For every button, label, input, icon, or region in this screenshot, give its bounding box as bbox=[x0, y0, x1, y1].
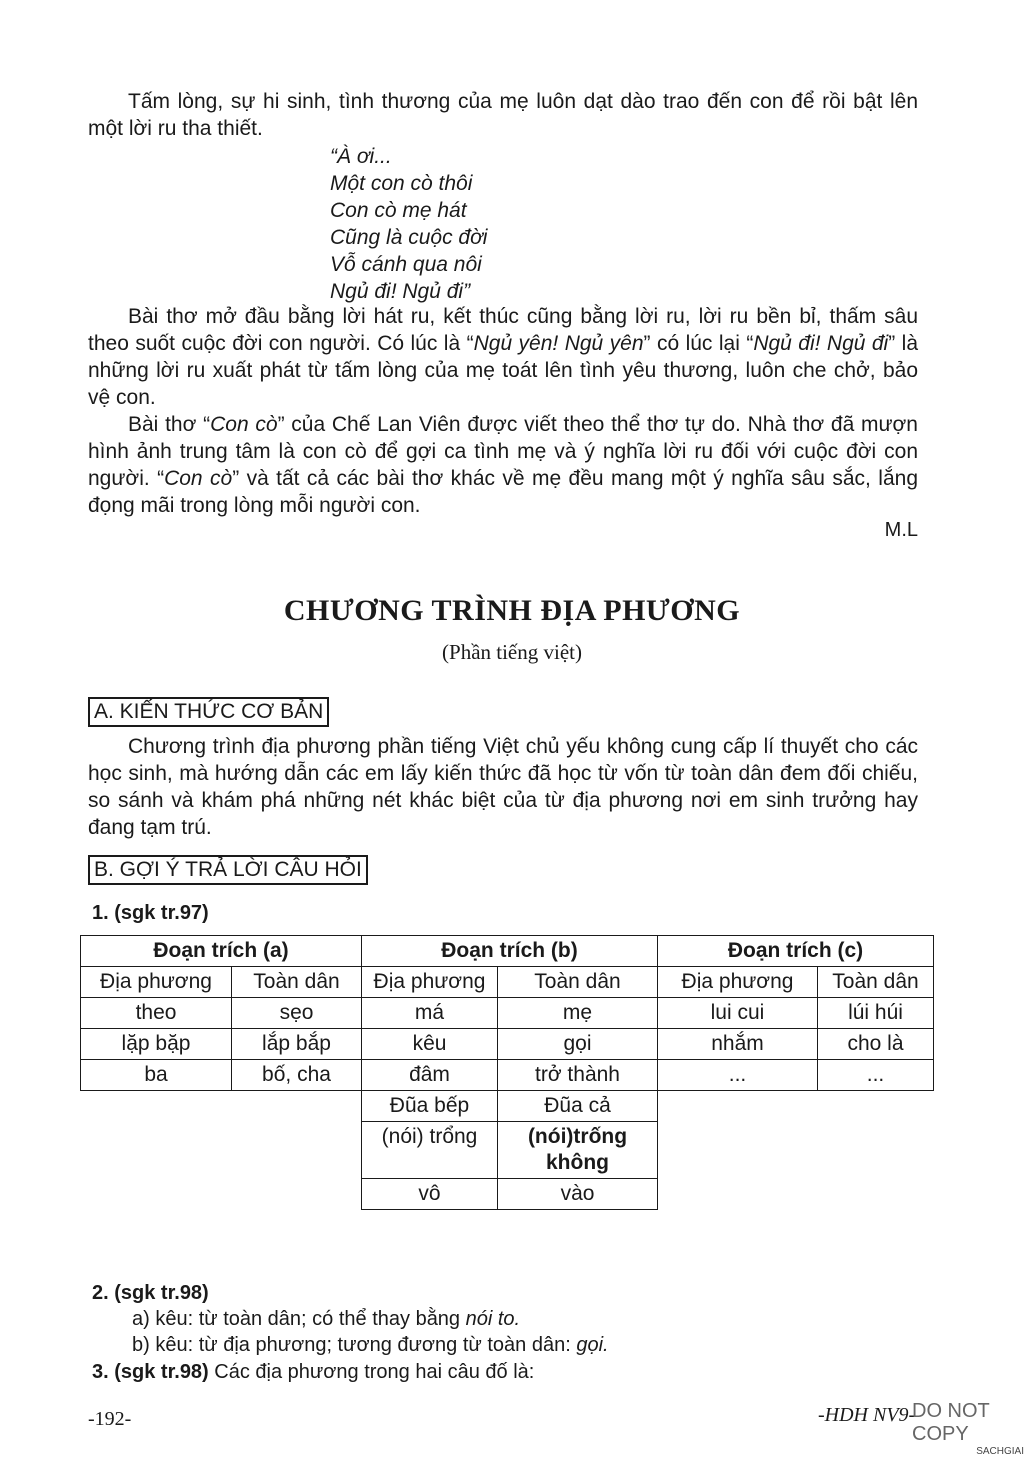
text-run: ” có lúc lại “ bbox=[643, 332, 754, 355]
table-subheader: Toàn dân bbox=[498, 967, 658, 998]
author-initials: M.L bbox=[884, 519, 918, 541]
table-subheader: Địa phương bbox=[362, 967, 498, 998]
table-cell: (nói)trống không bbox=[498, 1122, 658, 1179]
table-cell: lắp bắp bbox=[232, 1029, 362, 1060]
intro-paragraph-2 bbox=[88, 303, 918, 411]
quoted-phrase: Ngủ đi! Ngủ đi bbox=[753, 332, 889, 355]
book-code: -HDH NV9- bbox=[818, 1404, 916, 1426]
table-cell: đâm bbox=[362, 1060, 498, 1091]
text-run: b) kêu: từ địa phương; tương đương từ toàn dân: bbox=[132, 1334, 577, 1356]
table-row bbox=[81, 1029, 934, 1060]
chapter-title: CHƯƠNG TRÌNH ĐỊA PHƯƠNG bbox=[283, 594, 741, 627]
table-cell: cho là bbox=[818, 1029, 934, 1060]
watermark-brand: SACHGIAI bbox=[976, 1446, 1024, 1457]
table-cell: vô bbox=[362, 1179, 498, 1210]
table-cell: má bbox=[362, 998, 498, 1029]
table-header-group-b: Đoạn trích (b) bbox=[362, 936, 658, 967]
table-cell: nhắm bbox=[658, 1029, 818, 1060]
table-cell: (nói) trổng bbox=[362, 1122, 498, 1179]
text-run: Bài thơ “ bbox=[128, 413, 211, 436]
poem-line: Cũng là cuộc đời bbox=[330, 226, 488, 249]
table-header-group-a: Đoạn trích (a) bbox=[81, 936, 362, 967]
poem-line: “À ơi... bbox=[330, 145, 392, 168]
table-empty bbox=[81, 1091, 362, 1122]
table-subheader: Địa phương bbox=[81, 967, 232, 998]
table-row bbox=[81, 1179, 934, 1210]
poem-line: Ngủ đi! Ngủ đi” bbox=[330, 280, 471, 303]
table-cell: bố, cha bbox=[232, 1060, 362, 1091]
text-run: ” và tất cả các bài thơ khác về mẹ đều mang một ý nghĩa sâu sắc, lắng đọng mãi trong lòng mỗi người con. bbox=[88, 467, 918, 517]
table-subheader: Toàn dân bbox=[818, 967, 934, 998]
text-run: Bài thơ mở đầu bằng lời hát ru, kết thúc cũng bằng lời ru, lời ru bền bỉ, thấm sâu theo suốt cuộc đời con người. Có lúc là “ bbox=[88, 305, 918, 355]
poem-line: Con cò mẹ hát bbox=[330, 199, 467, 222]
watermark bbox=[912, 1400, 1024, 1457]
table-cell: ... bbox=[658, 1060, 818, 1091]
table-cell: kêu bbox=[362, 1029, 498, 1060]
table-subheader: Toàn dân bbox=[232, 967, 362, 998]
watermark-text: DO NOT COPY bbox=[912, 1400, 990, 1445]
poem-stanza bbox=[330, 143, 487, 305]
table-cell: mẹ bbox=[498, 998, 658, 1029]
dialect-table bbox=[80, 935, 934, 1210]
question-1-heading: 1. (sgk tr.97) bbox=[92, 902, 209, 924]
poem-line: Vỗ cánh qua nôi bbox=[330, 253, 482, 276]
table-empty bbox=[658, 1091, 934, 1122]
table-cell: trở thành bbox=[498, 1060, 658, 1091]
table-empty bbox=[658, 1122, 934, 1179]
table-empty bbox=[81, 1179, 362, 1210]
text-run: a) kêu: từ toàn dân; có thể thay bằng bbox=[132, 1308, 466, 1330]
intro-paragraph-1: Tấm lòng, sự hi sinh, tình thương của mẹ luôn dạt dào trao đến con để rồi bật lên một lời ru tha thiết. bbox=[88, 90, 918, 140]
text-run: ” của Chế Lan Viên được viết theo thể thơ tự do. Nhà thơ đã mượn hình ảnh trung tâm là con cò để gợi ca tình mẹ và ý nghĩa lời ru đối với cuộc đời con người. “ bbox=[88, 413, 918, 490]
table-subheader: Địa phương bbox=[658, 967, 818, 998]
table-empty bbox=[81, 1122, 362, 1179]
answer-2a bbox=[132, 1308, 520, 1331]
intro-paragraph-3 bbox=[88, 411, 918, 519]
question-2-heading: 2. (sgk tr.98) bbox=[92, 1282, 209, 1304]
table-header-group-c: Đoạn trích (c) bbox=[658, 936, 934, 967]
poem-title: Con cò bbox=[164, 467, 233, 490]
table-cell: sẹo bbox=[232, 998, 362, 1029]
section-a-text: Chương trình địa phương phần tiếng Việt chủ yếu không cung cấp lí thuyết cho các học sinh, mà hướng dẫn các em lấy kiến thức đã học từ vốn từ toàn dân đem đối chiếu, so sánh và khám phá những nét khác biệt của từ địa phương nơi em sinh trưởng hay đang tạm trú. bbox=[88, 735, 918, 839]
emphasis: nói to. bbox=[465, 1308, 521, 1330]
table-cell: Đũa bếp bbox=[362, 1091, 498, 1122]
table-row bbox=[81, 1060, 934, 1091]
text-run: ” là những lời ru xuất phát từ tấm lòng của mẹ toát lên tình yêu thương, luôn che chở, bảo vệ con. bbox=[88, 332, 919, 409]
table-cell: Đũa cả bbox=[498, 1091, 658, 1122]
table-row bbox=[81, 1122, 934, 1179]
text-run: Các địa phương trong hai câu đố là: bbox=[208, 1361, 535, 1383]
poem-title: Con cò bbox=[210, 413, 278, 436]
table-row bbox=[81, 1091, 934, 1122]
table-cell: gọi bbox=[498, 1029, 658, 1060]
section-b-heading: B. GỢI Ý TRẢ LỜI CÂU HỎI bbox=[88, 855, 368, 885]
table-cell: ba bbox=[81, 1060, 232, 1091]
quoted-phrase: Ngủ yên! Ngủ yên bbox=[473, 332, 644, 355]
table-cell: theo bbox=[81, 998, 232, 1029]
answer-2b bbox=[132, 1334, 609, 1357]
table-cell: lặp bặp bbox=[81, 1029, 232, 1060]
chapter-subtitle: (Phần tiếng việt) bbox=[442, 640, 582, 664]
emphasis: gọi. bbox=[576, 1334, 609, 1356]
question-3 bbox=[92, 1361, 534, 1384]
table-cell: ... bbox=[818, 1060, 934, 1091]
poem-line: Một con cò thôi bbox=[330, 172, 473, 195]
section-a-heading: A. KIẾN THỨC CƠ BẢN bbox=[88, 697, 329, 727]
table-cell: lui cui bbox=[658, 998, 818, 1029]
table-empty bbox=[658, 1179, 934, 1210]
table-row bbox=[81, 998, 934, 1029]
table-cell: lúi húi bbox=[818, 998, 934, 1029]
table-cell: vào bbox=[498, 1179, 658, 1210]
question-3-heading: 3. (sgk tr.98) bbox=[92, 1361, 209, 1383]
page-number: -192- bbox=[88, 1408, 132, 1430]
